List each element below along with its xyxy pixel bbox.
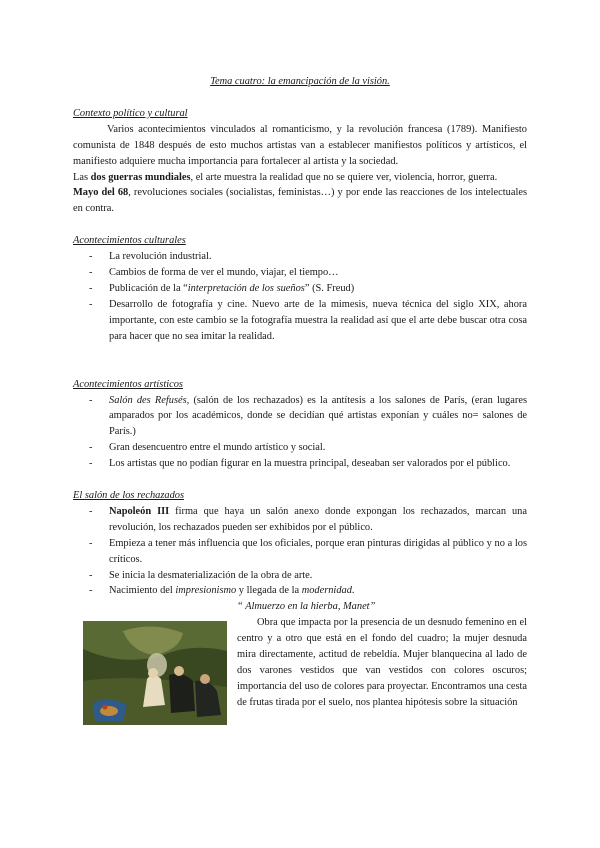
painting-figure — [73, 615, 527, 727]
list-item: - Napoleón III firma que haya un salón anexo donde expongan los rechazados, marcan una revolución, los rechazados pueden ser exhibidos por el público. — [73, 504, 527, 536]
paragraph-guerras: Las dos guerras mundiales, el arte muestra la realidad que no se quiere ver, violencia, horror, guerra. — [73, 171, 498, 183]
list-salon-rechazados — [73, 504, 527, 599]
painting-image — [83, 621, 227, 725]
list-item: - Desarrollo de fotografía y cine. Nuevo arte de la mimesis, nueva técnica del siglo XIX, ahora importante, con este cambio se la fotografía muestra la realidad así que el arte debe buscar otra cosa para hacer que no sea imitar la realidad. — [73, 297, 527, 345]
paragraph-contexto: Varios acontecimientos vinculados al romanticismo, y la revolución francesa (1789). Manifiesto comunista de 1848 después de esto muchos artistas van a establecer manifiestos políticos y artísticos, el manifiesto adquiere mucha importancia para fortalecer al artista y la sociedad. — [73, 123, 527, 167]
list-item: - Empieza a tener más influencia que los oficiales, porque eran pinturas dirigidas al público y no a los críticos. — [73, 536, 527, 568]
list-item: - La revolución industrial. — [73, 249, 527, 265]
painting-description: Obra que impacta por la presencia de un desnudo femenino en el centro y a otro que está en el fondo del cuadro; la mujer desnuda mira directamente, actitud de rebeldía. Mujer blanquecina al lado de dos varones vestidos que van vestidos con colores oscuros; importancia del uso de colores para proyectar. Encontramos una cesta de frutas tirada por el suelo, nos plantea hipótesis sobre la situación — [237, 617, 527, 708]
list-item: - Se inicia la desmaterialización de la obra de arte. — [73, 568, 527, 584]
heading-salon-rechazados: El salón de los rechazados — [73, 490, 185, 502]
list-item: - Cambios de forma de ver el mundo, viajar, el tiempo… — [73, 265, 527, 281]
paragraph-mayo-68: Mayo del 68, revoluciones sociales (socialistas, feministas…) y por ende las reacciones de los intelectuales en contra. — [73, 187, 528, 215]
list-item: - Publicación de la “interpretación de los sueños” (S. Freud) — [73, 281, 527, 297]
document-body — [73, 74, 527, 727]
list-artisticos — [73, 393, 527, 473]
heading-culturales: Acontecimientos culturales — [73, 235, 186, 247]
list-item: - Salón des Refusés, (salón de los rechazados) es la antítesis a los salones de París, (eran lugares amparados por los académicos, donde se decidían qué artistas exponían y cuáles no= salones de París.) — [73, 393, 527, 441]
list-culturales — [73, 249, 527, 344]
heading-contexto: Contexto político y cultural — [73, 107, 188, 119]
heading-artisticos: Acontecimientos artísticos — [73, 378, 183, 390]
painting-caption: “ Almuerzo en la hierba, Manet” — [237, 601, 376, 613]
list-item: - Gran desencuentro entre el mundo artístico y social. — [73, 440, 527, 456]
list-item: - Los artistas que no podían figurar en la muestra principal, deseaban ser valorados por el público. — [73, 456, 527, 472]
document-title: Tema cuatro: la emancipación de la visión. — [210, 76, 390, 87]
list-item: - Nacimiento del impresionismo y llegada de la modernidad. — [73, 583, 527, 599]
